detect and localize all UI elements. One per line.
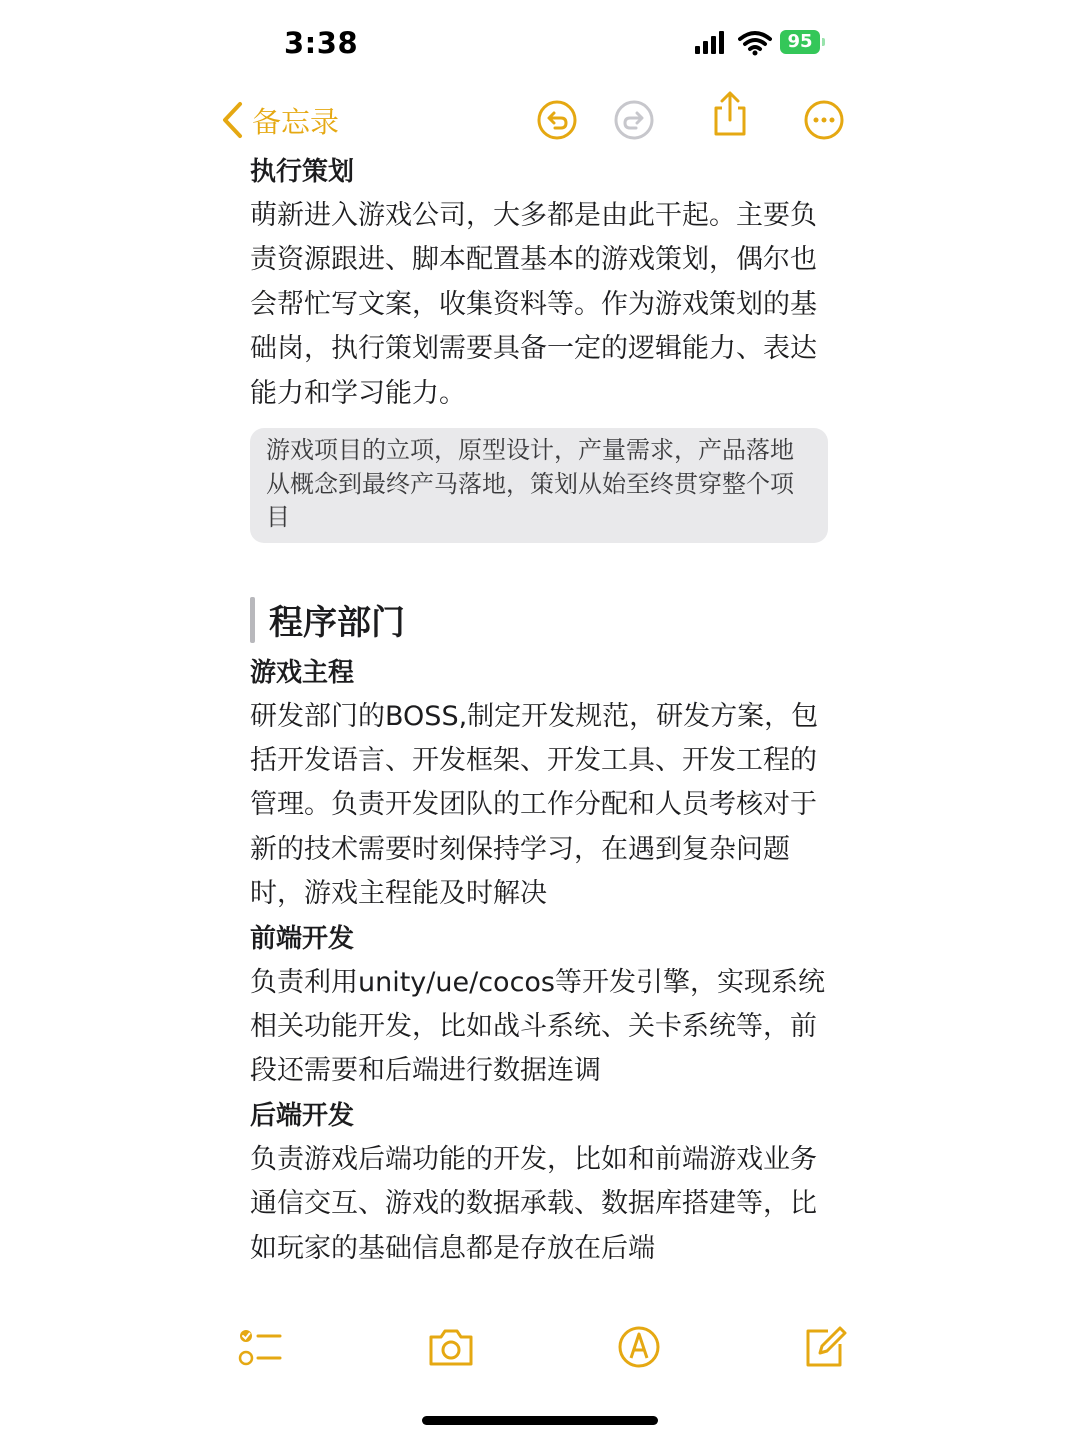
section-title: 程序部门 — [269, 603, 405, 644]
paragraph-frontend-dev: 负责利用unity/ue/cocos等开发引擎，实现系统相关功能开发，比如战斗系统、关卡系统等，前段还需要和后端进行数据连调 — [250, 966, 826, 1087]
camera-icon — [426, 1322, 476, 1372]
section-heading — [250, 595, 840, 645]
subheading-frontend-dev: 前端开发 — [250, 923, 355, 954]
quote-block: 游戏项目的立项，原型设计，产量需求，产品落地从概念到最终产马落地，策划从始至终贯穿整个项目 — [250, 428, 828, 543]
checklist-icon — [236, 1322, 286, 1372]
paragraph-backend-dev: 负责游戏后端功能的开发，比如和前端游戏业务通信交互、游戏的数据承载、数据库搭建等，比如玩家的基础信息都是存放在后端 — [250, 1143, 817, 1264]
checklist-button[interactable] — [236, 1322, 286, 1372]
subheading-lead-programmer: 游戏主程 — [250, 657, 355, 688]
subheading-execution-planner: 执行策划 — [250, 157, 355, 187]
more-icon — [802, 98, 846, 142]
redo-icon — [612, 98, 656, 142]
undo-icon — [535, 98, 579, 142]
markup-icon — [614, 1322, 664, 1372]
wifi-icon — [738, 30, 772, 56]
navigation-bar — [0, 90, 1080, 150]
compose-button[interactable] — [800, 1322, 850, 1372]
paragraph-lead-programmer: 研发部门的BOSS,制定开发规范，研发方案，包括开发语言、开发框架、开发工具、开发工程的管理。负责开发团队的工作分配和人员考核对于新的技术需要时刻保持学习，在遇到复杂问题时，游戏主程能及时解决 — [250, 700, 819, 910]
chevron-left-icon — [220, 101, 244, 139]
more-button[interactable] — [802, 98, 846, 142]
undo-button[interactable] — [535, 98, 579, 142]
camera-button[interactable] — [426, 1322, 476, 1372]
compose-icon — [800, 1322, 850, 1372]
note-body[interactable] — [250, 150, 840, 1298]
back-label: 备忘录 — [252, 104, 340, 139]
cellular-signal-icon — [694, 30, 730, 56]
bottom-toolbar — [0, 1318, 1080, 1378]
status-time: 3:38 — [284, 26, 359, 60]
redo-button[interactable] — [612, 98, 656, 142]
share-button[interactable] — [708, 98, 752, 142]
share-icon — [708, 90, 752, 138]
battery-tip — [822, 38, 825, 46]
heading-bar — [250, 597, 255, 643]
subheading-backend-dev: 后端开发 — [250, 1100, 355, 1131]
markup-button[interactable] — [614, 1322, 664, 1372]
paragraph-execution-planner: 萌新进入游戏公司，大多都是由此干起。主要负责资源跟进、脚本配置基本的游戏策划，偶尔也会帮忙写文案，收集资料等。作为游戏策划的基础岗，执行策划需要具备一定的逻辑能力、表达能力和学习能力。 — [250, 200, 817, 409]
battery-level: 95 — [787, 31, 813, 52]
back-button[interactable] — [220, 98, 339, 142]
home-indicator[interactable] — [422, 1416, 658, 1425]
battery-indicator — [780, 30, 820, 54]
status-icons — [694, 30, 834, 60]
